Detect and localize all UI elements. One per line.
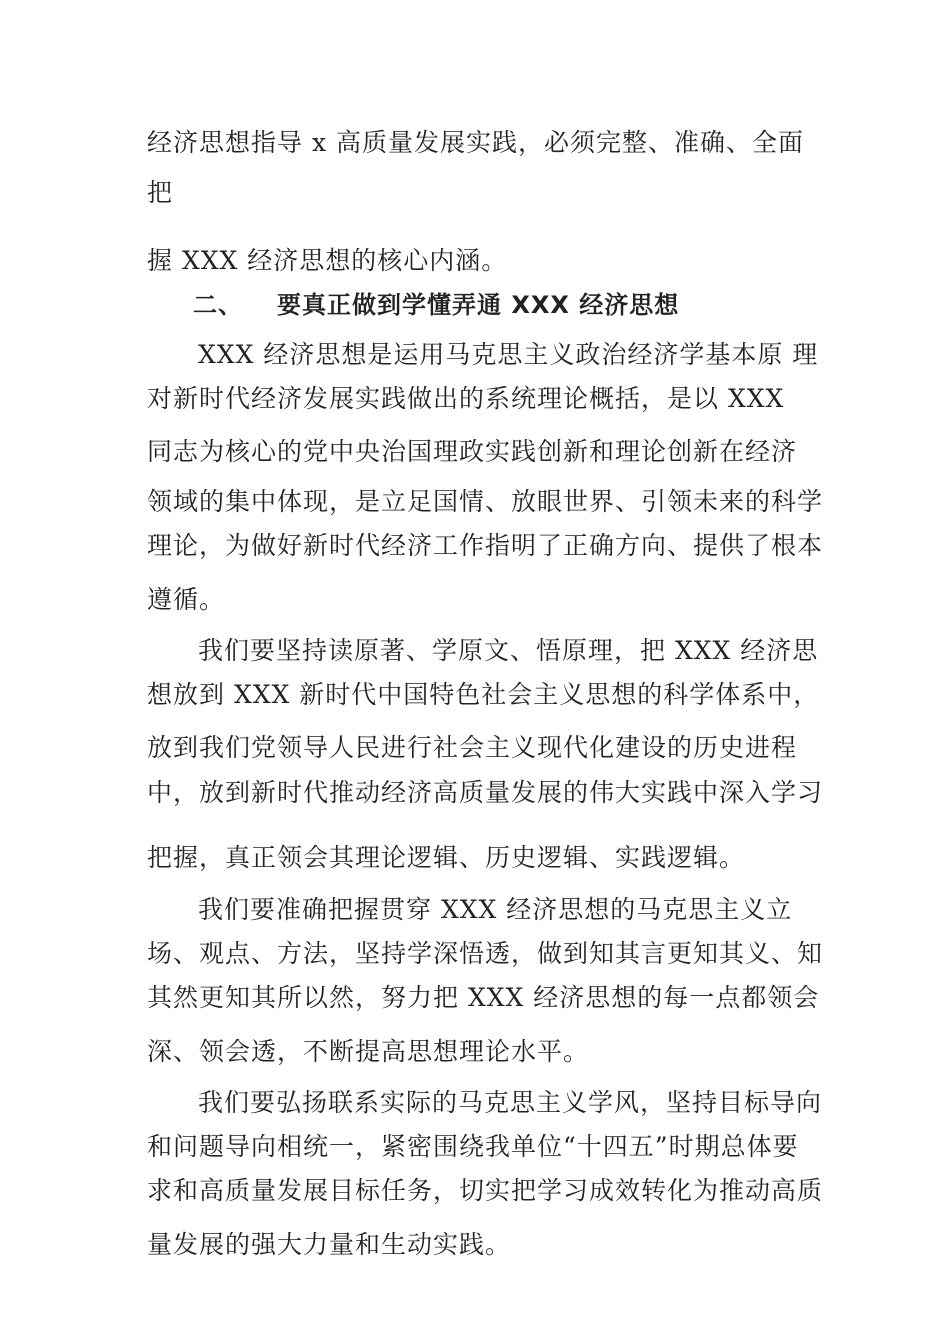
intro-line: 握 XXX 经济思想的核心内涵。 [147, 246, 508, 275]
paragraph-line: 领域的集中体现，是立足国情、放眼世界、引领未来的科学 [147, 487, 824, 516]
paragraph-line: 放到我们党领导人民进行社会主义现代化建设的历史进程 [147, 733, 798, 762]
paragraph-line: 量发展的强大力量和生动实践。 [147, 1230, 512, 1259]
section-title: 要真正做到学懂弄通 XXX 经济思想 [277, 291, 680, 319]
section-number: 二、 [193, 291, 243, 319]
paragraph-line: 我们要坚持读原著、学原文、悟原理，把 XXX 经济思 [198, 636, 819, 665]
paragraph-line: 理论，为做好新时代经济工作指明了正确方向、提供了根本 [147, 531, 824, 560]
paragraph-line: 同志为核心的党中央治国理政实践创新和理论创新在经济 [147, 437, 798, 466]
paragraph-line: 我们要弘扬联系实际的马克思主义学风，坚持目标导向 [198, 1088, 823, 1117]
paragraph-line: 把握，真正领会其理论逻辑、历史逻辑、实践逻辑。 [147, 843, 746, 872]
paragraph-line: 我们要准确把握贯穿 XXX 经济思想的马克思主义立 [198, 895, 793, 924]
paragraph-line: 和问题导向相统一，紧密围绕我单位“十四五”时期总体要 [147, 1132, 799, 1161]
paragraph-line: 中，放到新时代推动经济高质量发展的伟大实践中深入学习 [147, 778, 824, 807]
section-heading [193, 290, 679, 320]
paragraph-line: 求和高质量发展目标任务，切实把学习成效转化为推动高质 [147, 1176, 824, 1205]
intro-line: 把 [147, 178, 174, 207]
paragraph-line: XXX 经济思想是运用马克思主义政治经济学基本原 理 [198, 340, 819, 369]
paragraph-line: 想放到 XXX 新时代中国特色社会主义思想的科学体系中， [147, 680, 820, 709]
paragraph-line: 对新时代经济发展实践做出的系统理论概括，是以 XXX [147, 384, 785, 413]
paragraph-line: 遵循。 [147, 585, 226, 614]
paragraph-line: 场、观点、方法，坚持学深悟透，做到知其言更知其义、知 [147, 939, 824, 968]
paragraph-line: 深、领会透，不断提高思想理论水平。 [147, 1037, 590, 1066]
intro-line: 经济思想指导 x 高质量发展实践，必须完整、准确、全面 [147, 128, 804, 157]
paragraph-line: 其然更知其所以然，努力把 XXX 经济思想的每一点都领会 [147, 983, 820, 1012]
